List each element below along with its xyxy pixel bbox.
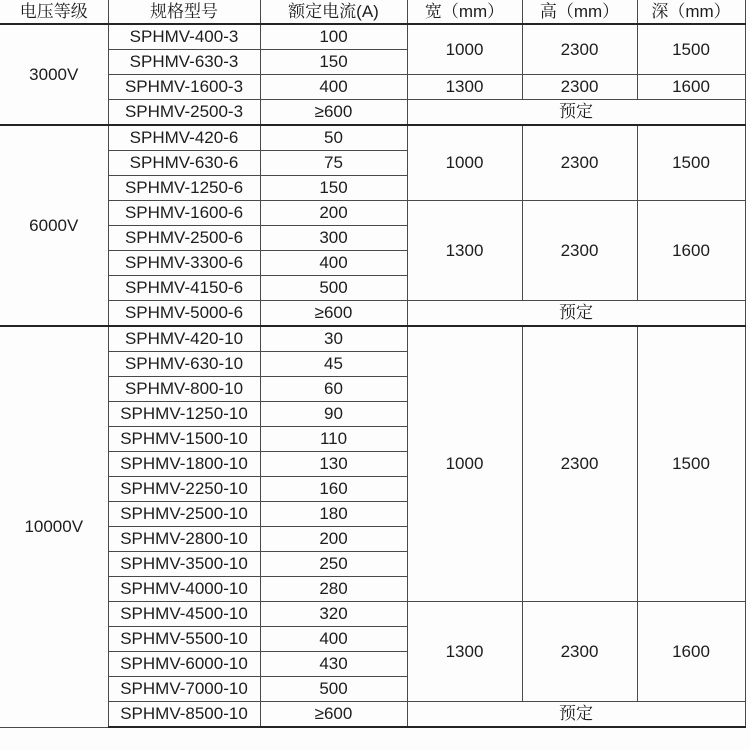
- current-cell: 100: [260, 24, 407, 50]
- current-cell: 280: [260, 577, 407, 602]
- depth-cell: 1600: [637, 602, 745, 702]
- current-cell: 200: [260, 527, 407, 552]
- current-cell: 150: [260, 50, 407, 75]
- current-cell: 45: [260, 352, 407, 377]
- reserved-cell: 预定: [407, 100, 745, 126]
- current-cell: 200: [260, 201, 407, 226]
- model-cell: SPHMV-5000-6: [108, 301, 260, 327]
- width-cell: 1300: [407, 75, 522, 100]
- model-cell: SPHMV-4500-10: [108, 602, 260, 627]
- header-model: 规格型号: [108, 0, 260, 24]
- current-cell: 110: [260, 427, 407, 452]
- header-width: 宽（mm）: [407, 0, 522, 24]
- depth-cell: 1500: [637, 125, 745, 201]
- current-cell: 400: [260, 251, 407, 276]
- model-cell: SPHMV-800-10: [108, 377, 260, 402]
- current-cell: 500: [260, 677, 407, 702]
- depth-cell: 1600: [637, 75, 745, 100]
- width-cell: 1000: [407, 125, 522, 201]
- height-cell: 2300: [522, 201, 637, 301]
- model-cell: SPHMV-2500-10: [108, 502, 260, 527]
- header-row: [0, 0, 745, 24]
- voltage-cell: 3000V: [0, 24, 108, 125]
- model-cell: SPHMV-1600-3: [108, 75, 260, 100]
- model-cell: SPHMV-1500-10: [108, 427, 260, 452]
- current-cell: 320: [260, 602, 407, 627]
- width-cell: 1000: [407, 326, 522, 602]
- current-cell: 50: [260, 125, 407, 151]
- model-cell: SPHMV-4000-10: [108, 577, 260, 602]
- current-cell: 500: [260, 276, 407, 301]
- height-cell: 2300: [522, 24, 637, 75]
- current-cell: 150: [260, 176, 407, 201]
- current-cell: 90: [260, 402, 407, 427]
- model-cell: SPHMV-2500-6: [108, 226, 260, 251]
- table-row: [0, 301, 745, 327]
- model-cell: SPHMV-420-6: [108, 125, 260, 151]
- current-cell: 75: [260, 151, 407, 176]
- current-cell: 400: [260, 627, 407, 652]
- header-voltage: 电压等级: [0, 0, 108, 24]
- reserved-cell: 预定: [407, 301, 745, 327]
- model-cell: SPHMV-630-6: [108, 151, 260, 176]
- current-cell: 400: [260, 75, 407, 100]
- header-height: 高（mm）: [522, 0, 637, 24]
- height-cell: 2300: [522, 326, 637, 602]
- table-row: [0, 24, 745, 50]
- model-cell: SPHMV-1250-10: [108, 402, 260, 427]
- model-cell: SPHMV-2250-10: [108, 477, 260, 502]
- table-row: [0, 702, 745, 728]
- table-row: [0, 326, 745, 352]
- table-row: [0, 602, 745, 627]
- depth-cell: 1500: [637, 326, 745, 602]
- model-cell: SPHMV-630-10: [108, 352, 260, 377]
- height-cell: 2300: [522, 75, 637, 100]
- current-cell: 430: [260, 652, 407, 677]
- model-cell: SPHMV-1250-6: [108, 176, 260, 201]
- table-row: [0, 100, 745, 126]
- width-cell: 1300: [407, 602, 522, 702]
- current-cell: 180: [260, 502, 407, 527]
- model-cell: SPHMV-6000-10: [108, 652, 260, 677]
- model-cell: SPHMV-2500-3: [108, 100, 260, 126]
- height-cell: 2300: [522, 125, 637, 201]
- width-cell: 1000: [407, 24, 522, 75]
- current-cell: ≥600: [260, 100, 407, 126]
- current-cell: 130: [260, 452, 407, 477]
- table-row: [0, 75, 745, 100]
- model-cell: SPHMV-7000-10: [108, 677, 260, 702]
- model-cell: SPHMV-400-3: [108, 24, 260, 50]
- current-cell: ≥600: [260, 301, 407, 327]
- current-cell: 300: [260, 226, 407, 251]
- header-current: 额定电流(A): [260, 0, 407, 24]
- table-row: [0, 201, 745, 226]
- voltage-cell: 10000V: [0, 326, 108, 727]
- table-row: [0, 125, 745, 151]
- current-cell: 250: [260, 552, 407, 577]
- model-cell: SPHMV-4150-6: [108, 276, 260, 301]
- model-cell: SPHMV-1600-6: [108, 201, 260, 226]
- model-cell: SPHMV-8500-10: [108, 702, 260, 728]
- current-cell: ≥600: [260, 702, 407, 728]
- model-cell: SPHMV-3500-10: [108, 552, 260, 577]
- height-cell: 2300: [522, 602, 637, 702]
- voltage-cell: 6000V: [0, 125, 108, 326]
- model-cell: SPHMV-420-10: [108, 326, 260, 352]
- width-cell: 1300: [407, 201, 522, 301]
- model-cell: SPHMV-2800-10: [108, 527, 260, 552]
- model-cell: SPHMV-5500-10: [108, 627, 260, 652]
- depth-cell: 1500: [637, 24, 745, 75]
- current-cell: 30: [260, 326, 407, 352]
- current-cell: 160: [260, 477, 407, 502]
- model-cell: SPHMV-3300-6: [108, 251, 260, 276]
- model-cell: SPHMV-630-3: [108, 50, 260, 75]
- reserved-cell: 预定: [407, 702, 745, 728]
- current-cell: 60: [260, 377, 407, 402]
- depth-cell: 1600: [637, 201, 745, 301]
- header-depth: 深（mm）: [637, 0, 745, 24]
- model-cell: SPHMV-1800-10: [108, 452, 260, 477]
